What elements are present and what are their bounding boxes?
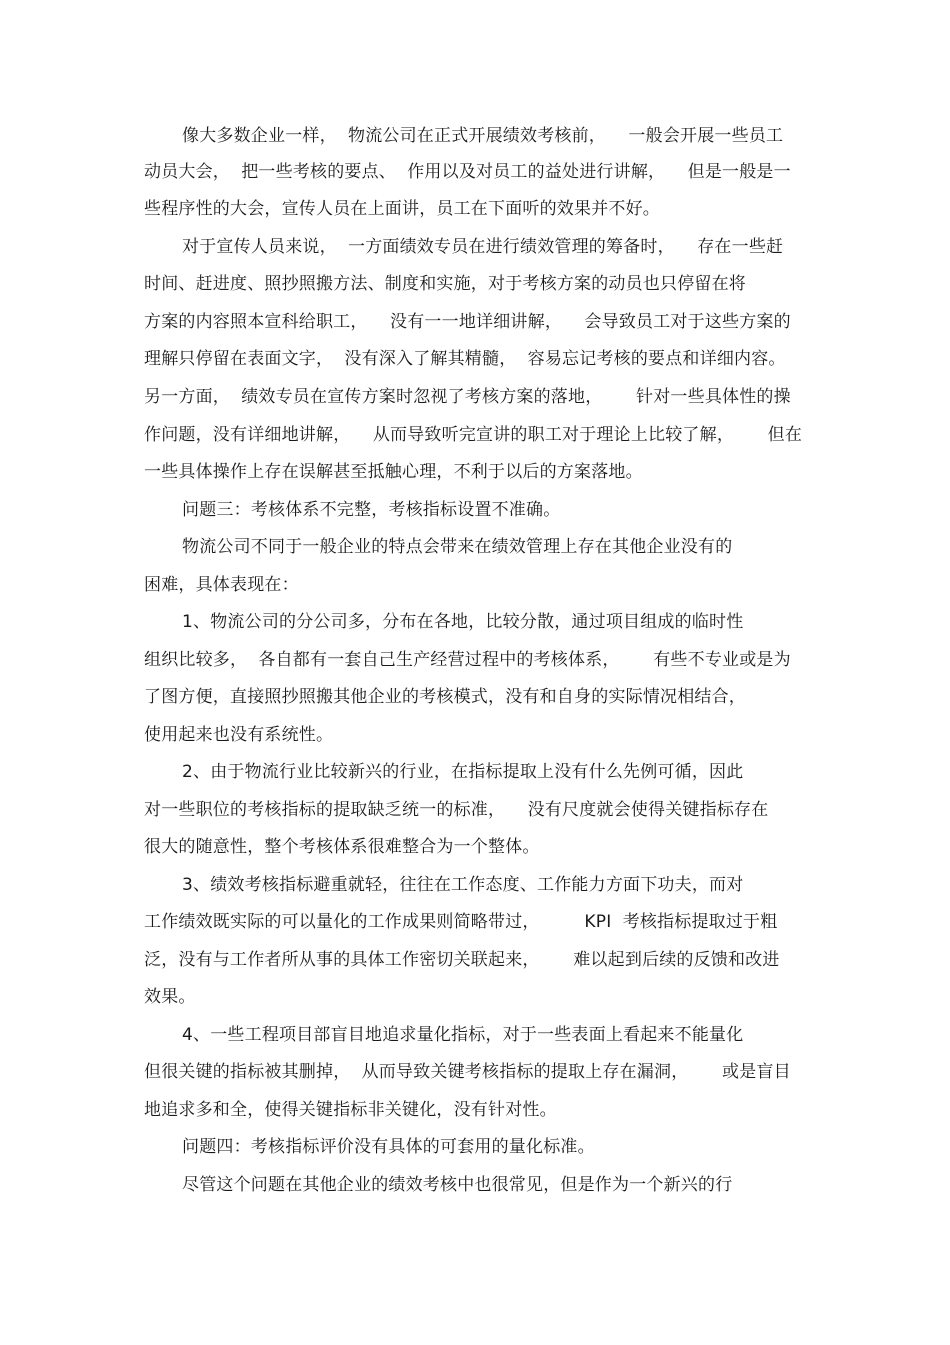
- text-line: 对一些职位的考核指标的提取缺乏统一的标准， 没有尺度就会使得关键指标存在: [144, 800, 769, 820]
- text-line: 2、由于物流行业比较新兴的行业，在指标提取上没有什么先例可循，因此: [182, 762, 744, 782]
- text-line: 使用起来也没有系统性。: [144, 725, 334, 745]
- text-line: 地追求多和全，使得关键指标非关键化，没有针对性。: [144, 1100, 557, 1120]
- text-line: 作问题，没有详细地讲解， 从而导致听完宣讲的职工对于理论上比较了解， 但在: [144, 425, 803, 445]
- section-heading: 问题四：考核指标评价没有具体的可套用的量化标准。: [182, 1137, 595, 1157]
- text-line: 另一方面， 绩效专员在宣传方案时忽视了考核方案的落地， 针对一些具体性的操: [144, 387, 791, 407]
- text-line: 动员大会， 把一些考核的要点、 作用以及对员工的益处进行讲解， 但是一般是一: [144, 162, 791, 182]
- text-line: 理解只停留在表面文字， 没有深入了解其精髓， 容易忘记考核的要点和详细内容。: [144, 349, 786, 369]
- text-line: 时间、赶进度、照抄照搬方法、制度和实施，对于考核方案的动员也只停留在将: [144, 274, 746, 294]
- text-line: 很大的随意性，整个考核体系很难整合为一个整体。: [144, 837, 540, 857]
- text-line: 像大多数企业一样， 物流公司在正式开展绩效考核前， 一般会开展一些员工: [182, 126, 784, 146]
- text-line: 4、一些工程项目部盲目地追求量化指标，对于一些表面上看起来不能量化: [182, 1025, 744, 1045]
- text-line: 工作绩效既实际的可以量化的工作成果则简略带过， KPI 考核指标提取过于粗: [144, 912, 778, 932]
- text-line: 3、绩效考核指标避重就轻，往往在工作态度、工作能力方面下功夫，而对: [182, 875, 744, 895]
- text-line: 困难，具体表现在：: [144, 575, 299, 595]
- text-line: 一些具体操作上存在误解甚至抵触心理，不利于以后的方案落地。: [144, 462, 643, 482]
- text-line: 1、物流公司的分公司多，分布在各地，比较分散，通过项目组成的临时性: [182, 612, 744, 632]
- text-line: 泛，没有与工作者所从事的具体工作密切关联起来， 难以起到后续的反馈和改进: [144, 950, 780, 970]
- section-heading: 问题三：考核体系不完整，考核指标设置不准确。: [182, 500, 561, 520]
- text-line: 组织比较多， 各自都有一套自己生产经营过程中的考核体系， 有些不专业或是为: [144, 650, 791, 670]
- text-line: 但很关键的指标被其删掉， 从而导致关键考核指标的提取上存在漏洞， 或是盲目: [144, 1062, 791, 1082]
- text-line: 对于宣传人员来说， 一方面绩效专员在进行绩效管理的筹备时， 存在一些赶: [182, 237, 784, 257]
- text-line: 方案的内容照本宣科给职工， 没有一一地详细讲解， 会导致员工对于这些方案的: [144, 312, 791, 332]
- text-line: 尽管这个问题在其他企业的绩效考核中也很常见，但是作为一个新兴的行: [182, 1175, 733, 1195]
- text-line: 了图方便，直接照抄照搬其他企业的考核模式，没有和自身的实际情况相结合，: [144, 687, 746, 707]
- text-line: 些程序性的大会，宣传人员在上面讲，员工在下面听的效果并不好。: [144, 199, 660, 219]
- text-line: 效果。: [144, 987, 196, 1007]
- text-line: 物流公司不同于一般企业的特点会带来在绩效管理上存在其他企业没有的: [182, 537, 733, 557]
